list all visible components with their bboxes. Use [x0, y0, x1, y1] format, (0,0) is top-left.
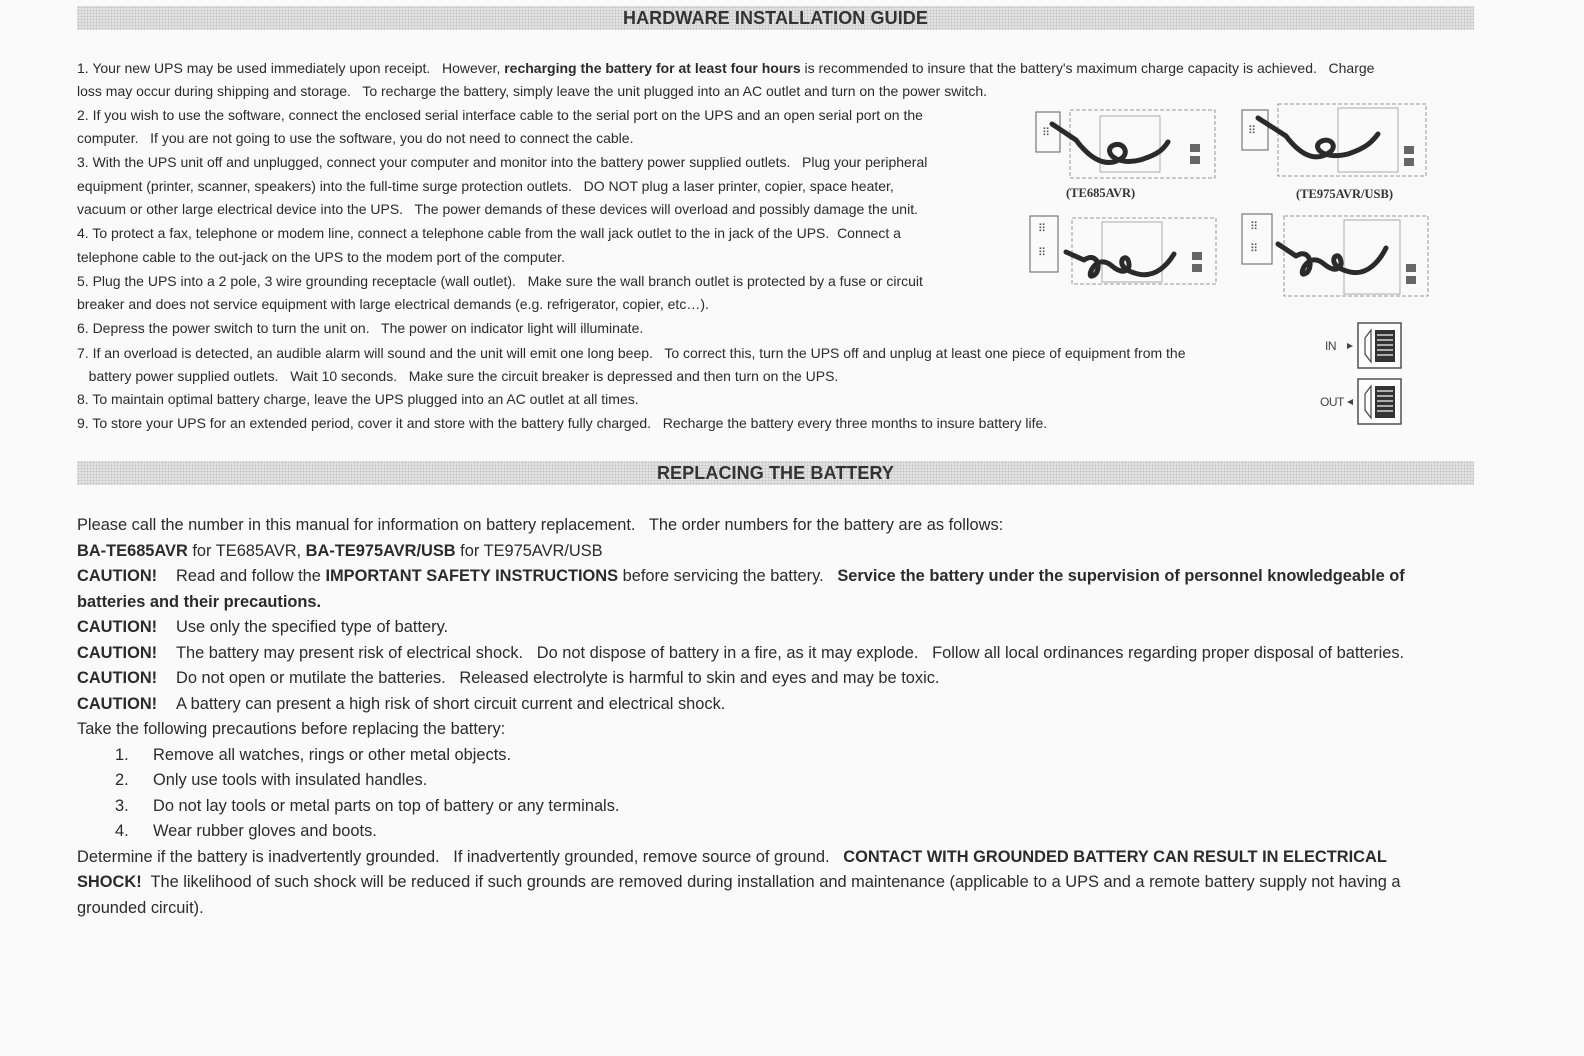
text: vacuum or other large electrical device into the UPS. The power demands of these devices will overload and possibly damage the unit.	[77, 201, 918, 217]
text: 8. To maintain optimal battery charge, leave the UPS plugged into an AC outlet at all times.	[77, 391, 639, 407]
text: before servicing the battery.	[618, 567, 838, 585]
svg-text:⠿: ⠿	[1042, 127, 1051, 139]
text: 1. Your new UPS may be used immediately upon receipt. However,	[77, 60, 505, 76]
text: Wear rubber gloves and boots.	[153, 822, 377, 840]
text: telephone cable to the out-jack on the UPS to the modem port of the computer.	[77, 249, 565, 265]
caution-label: CAUTION!	[77, 567, 158, 585]
text: Take the following precautions before replacing the battery:	[77, 720, 506, 738]
battery-section-body	[77, 513, 1477, 921]
step-4-line-1	[77, 222, 901, 246]
text: 6. Depress the power switch to turn the unit on. The power on indicator light will illuminate.	[77, 320, 644, 336]
text: Determine if the battery is inadvertently grounded. If inadvertently grounded, remove source of ground.	[77, 847, 844, 866]
text: Remove all watches, rings or other metal objects.	[153, 745, 512, 764]
text: 7. If an overload is detected, an audible alarm will sound and the unit will emit one long beep. To correct this, turn the UPS off and unplug at least one piece of equipment from the	[77, 345, 1186, 361]
section-banner-hardware	[77, 6, 1474, 30]
text: Use only the specified type of battery.	[176, 618, 449, 636]
text: 3. With the UPS unit off and unplugged, connect your computer and monitor into the battery power supplied outlets. Plug your peripheral	[77, 154, 928, 170]
figure-caption-te685avr: (TE685AVR)	[1066, 186, 1136, 200]
text: Please call the number in this manual for information on battery replacement. The order numbers for the battery are as follows:	[77, 516, 1004, 534]
step-3-line-2	[77, 175, 894, 199]
text: Do not open or mutilate the batteries. Released electrolyte is harmful to skin and eyes and may be toxic.	[176, 669, 940, 687]
section-title-hardware: HARDWARE INSTALLATION GUIDE	[622, 8, 929, 28]
battery-line-15	[77, 870, 1477, 896]
bold-text: CONTACT WITH GROUNDED BATTERY CAN RESULT IN ELECTRICAL	[843, 847, 1387, 866]
step-3-line-3	[77, 198, 918, 222]
ups-outlet-diagram-te685avr-bottom	[1028, 212, 1220, 288]
battery-line-13	[77, 819, 1477, 845]
figure-caption-te975avrusb: (TE975AVR/USB)	[1296, 187, 1394, 201]
text: Read and follow the	[176, 567, 326, 585]
bold-text: recharging the battery for at least four hours	[504, 60, 801, 76]
list-number: 2.	[115, 771, 129, 789]
caution-label: CAUTION!	[77, 669, 158, 687]
battery-line-10	[77, 743, 1477, 769]
text: 2. If you wish to use the software, connect the enclosed serial interface cable to the serial port on the UPS and an open serial port on the	[77, 107, 923, 123]
svg-text:⠿: ⠿	[1038, 247, 1047, 259]
step-6-line-1	[77, 317, 643, 341]
battery-line-12	[77, 794, 1477, 820]
battery-line-11	[77, 768, 1477, 794]
battery-line-5	[77, 615, 1477, 641]
battery-line-2	[77, 539, 1477, 565]
text: battery power supplied outlets. Wait 10 seconds. Make sure the circuit breaker is depressed and then turn on the UPS.	[77, 368, 839, 384]
step-4-line-2	[77, 246, 565, 270]
text: 9. To store your UPS for an extended period, cover it and store with the battery fully charged. Recharge the battery every three months to insure battery life.	[77, 415, 1048, 431]
battery-line-6	[77, 641, 1477, 667]
battery-line-8	[77, 692, 1477, 718]
text: Only use tools with insulated handles.	[153, 771, 428, 789]
caution-label: CAUTION!	[77, 643, 158, 662]
step-2-line-2	[77, 127, 633, 151]
text: for TE975AVR/USB	[455, 541, 603, 560]
step-7-line-2	[77, 365, 838, 389]
text: The likelihood of such shock will be reduced if such grounds are removed during installation and maintenance (applicable to a UPS and a remote battery supply not having a	[141, 873, 1401, 891]
bold-text: batteries and their precautions.	[77, 592, 322, 611]
bold-text: BA-TE685AVR	[77, 541, 188, 560]
step-7-line-1	[77, 342, 1186, 366]
bold-text: BA-TE975AVR/USB	[305, 541, 456, 560]
battery-line-16	[77, 896, 1477, 922]
svg-text:⠿: ⠿	[1248, 125, 1257, 137]
caution-label: CAUTION!	[77, 618, 158, 636]
phone-jack-out-icon	[1357, 378, 1403, 426]
bold-text: IMPORTANT SAFETY INSTRUCTIONS	[325, 567, 619, 585]
bold-text: SHOCK!	[77, 873, 142, 891]
svg-text:⠿: ⠿	[1038, 223, 1047, 235]
jack-in-arrow-icon	[1345, 342, 1355, 350]
battery-line-1	[77, 513, 1477, 539]
section-title-battery: REPLACING THE BATTERY	[656, 463, 895, 483]
list-number: 3.	[115, 796, 129, 815]
jack-label-out: OUT	[1320, 395, 1344, 409]
text: equipment (printer, scanner, speakers) into the full-time surge protection outlets. DO NOT plug a laser printer, copier, space heater,	[77, 178, 894, 194]
phone-jack-in-icon	[1357, 322, 1403, 370]
text: computer. If you are not going to use the software, you do not need to connect the cable.	[77, 130, 634, 146]
text: 5. Plug the UPS into a 2 pole, 3 wire grounding receptacle (wall outlet). Make sure the wall branch outlet is protected by a fuse or circuit	[77, 273, 923, 289]
section-banner-battery	[77, 461, 1474, 485]
list-number: 1.	[115, 745, 129, 764]
text: 4. To protect a fax, telephone or modem line, connect a telephone cable from the wall jack outlet to the in jack of the UPS. Connect a	[77, 225, 901, 241]
text: grounded circuit).	[77, 898, 204, 917]
step-1-line-1	[77, 57, 1374, 81]
caution-label: CAUTION!	[77, 694, 158, 713]
step-3-line-1	[77, 151, 927, 175]
battery-line-7	[77, 666, 1477, 692]
step-9-line-1	[77, 412, 1047, 436]
ups-outlet-diagram-te975avrusb-top	[1238, 94, 1428, 182]
battery-line-4	[77, 590, 1477, 616]
text: for TE685AVR,	[187, 541, 306, 560]
text: Do not lay tools or metal parts on top of battery or any terminals.	[153, 796, 620, 815]
step-2-line-1	[77, 104, 923, 128]
ups-outlet-diagram-te975avrusb-bottom	[1240, 210, 1430, 300]
text: is recommended to insure that the battery's maximum charge capacity is achieved. Charge	[800, 60, 1375, 76]
bold-text: Service the battery under the supervision of personnel knowledgeable of	[837, 567, 1405, 585]
svg-text:⠿: ⠿	[1250, 221, 1259, 233]
text: loss may occur during shipping and storage. To recharge the battery, simply leave the unit plugged into an AC outlet and turn on the power switch.	[77, 83, 988, 99]
list-number: 4.	[115, 822, 129, 840]
jack-label-in: IN	[1325, 339, 1336, 353]
text: The battery may present risk of electrical shock. Do not dispose of battery in a fire, as it may explode. Follow all local ordinances regarding proper disposal of batteries.	[176, 643, 1405, 662]
battery-line-3	[77, 564, 1477, 590]
battery-line-14	[77, 845, 1477, 871]
step-5-line-1	[77, 270, 923, 294]
svg-text:⠿: ⠿	[1250, 243, 1259, 255]
battery-line-9	[77, 717, 1477, 743]
step-5-line-2	[77, 293, 709, 317]
ups-outlet-diagram-te685avr-top	[1030, 96, 1220, 182]
text: A battery can present a high risk of short circuit current and electrical shock.	[176, 694, 726, 713]
text: breaker and does not service equipment with large electrical demands (e.g. refrigerator, copier, etc…).	[77, 296, 709, 312]
jack-out-arrow-icon	[1345, 398, 1355, 406]
step-8-line-1	[77, 388, 639, 412]
step-1-line-2	[77, 80, 987, 104]
